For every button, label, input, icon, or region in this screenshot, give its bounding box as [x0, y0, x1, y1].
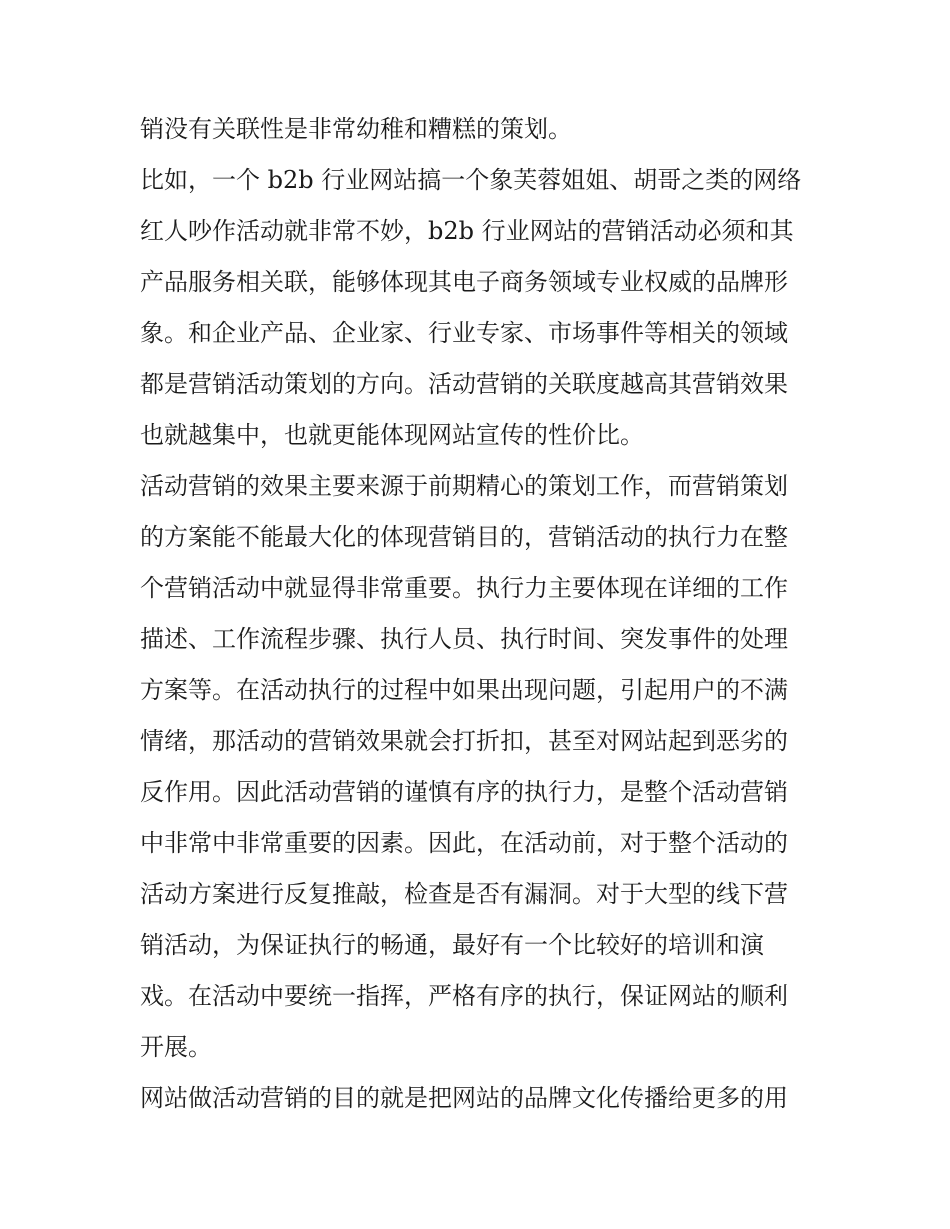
text-line: 销活动，为保证执行的畅通，最好有一个比较好的培训和演 [140, 931, 764, 959]
text-line: 中非常中非常重要的因素。因此，在活动前，对于整个活动的 [140, 829, 788, 857]
text-line: 活动方案进行反复推敲，检查是否有漏洞。对于大型的线下营 [140, 880, 788, 908]
text-line: 描述、工作流程步骤、执行人员、执行时间、突发事件的处理 [140, 625, 788, 653]
text-line: 活动营销的效果主要来源于前期精心的策划工作，而营销策划 [140, 472, 788, 500]
text-line: 比如，一个 b2b 行业网站搞一个象芙蓉姐姐、胡哥之类的网络 [140, 166, 802, 194]
text-line: 反作用。因此活动营销的谨慎有序的执行力，是整个活动营销 [140, 778, 788, 806]
text-line: 都是营销活动策划的方向。活动营销的关联度越高其营销效果 [140, 370, 788, 398]
text-line: 红人吵作活动就非常不妙，b2b 行业网站的营销活动必须和其 [140, 217, 794, 245]
text-line: 情绪，那活动的营销效果就会打折扣，甚至对网站起到恶劣的 [140, 727, 788, 755]
text-line: 个营销活动中就显得非常重要。执行力主要体现在详细的工作 [140, 574, 788, 602]
text-line: 的方案能不能最大化的体现营销目的，营销活动的执行力在整 [140, 523, 788, 551]
text-line: 象。和企业产品、企业家、行业专家、市场事件等相关的领域 [140, 319, 788, 347]
text-line: 方案等。在活动执行的过程中如果出现问题，引起用户的不满 [140, 676, 788, 704]
text-line: 戏。在活动中要统一指挥，严格有序的执行，保证网站的顺利 [140, 982, 788, 1010]
text-line: 产品服务相关联，能够体现其电子商务领域专业权威的品牌形 [140, 268, 788, 296]
body-text [140, 104, 820, 1124]
text-line: 网站做活动营销的目的就是把网站的品牌文化传播给更多的用 [140, 1084, 788, 1112]
text-line: 开展。 [140, 1033, 212, 1061]
text-line: 销没有关联性是非常幼稚和糟糕的策划。 [140, 115, 572, 143]
text-line: 也就越集中，也就更能体现网站宣传的性价比。 [140, 421, 644, 449]
